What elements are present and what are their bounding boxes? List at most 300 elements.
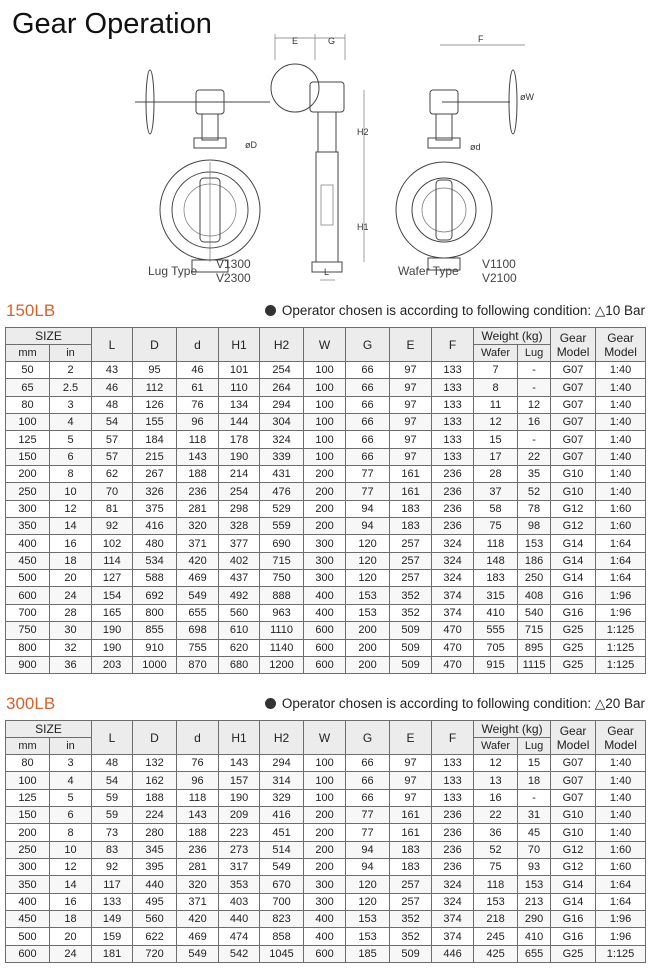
table-cell: 1140 — [260, 639, 304, 656]
table-cell: 437 — [219, 570, 260, 587]
table-cell: 127 — [92, 570, 133, 587]
table-cell: 257 — [390, 535, 432, 552]
table-cell: 345 — [133, 841, 177, 858]
table-cell: 28 — [50, 604, 92, 621]
table-cell: 100 — [304, 789, 346, 806]
table-cell: 324 — [432, 570, 474, 587]
table-cell: 57 — [92, 448, 133, 465]
table-cell: 963 — [260, 604, 304, 621]
table-cell: 190 — [92, 622, 133, 639]
table-cell: G07 — [551, 362, 596, 379]
table-cell: 500 — [6, 928, 50, 945]
table-cell: 12 — [474, 755, 518, 772]
table-row — [6, 807, 646, 824]
table-cell: 183 — [390, 518, 432, 535]
table-row — [6, 483, 646, 500]
section-150lb-condition — [265, 303, 645, 319]
table-cell: 469 — [177, 928, 219, 945]
table-cell: G07 — [551, 755, 596, 772]
table-cell: 100 — [6, 772, 50, 789]
table-cell: 403 — [219, 893, 260, 910]
table-cell: 339 — [260, 448, 304, 465]
table-cell: G07 — [551, 379, 596, 396]
table-cell: 750 — [260, 570, 304, 587]
header-wafer: Wafer — [474, 738, 518, 755]
valve-drawings — [130, 30, 534, 292]
header-l: L — [92, 328, 133, 362]
table-cell: 1045 — [260, 945, 304, 962]
table-cell: G12 — [551, 518, 596, 535]
table-cell: 162 — [133, 772, 177, 789]
table-cell: 298 — [219, 500, 260, 517]
table-cell: G14 — [551, 552, 596, 569]
table-cell: 77 — [346, 807, 390, 824]
table-cell: 153 — [346, 604, 390, 621]
table-cell: 375 — [133, 500, 177, 517]
table-cell: 5 — [50, 789, 92, 806]
table-cell: 37 — [474, 483, 518, 500]
lug-caption: Lug Type — [148, 264, 198, 278]
table-cell: G25 — [551, 622, 596, 639]
table-cell: 236 — [432, 824, 474, 841]
table-cell: 549 — [260, 859, 304, 876]
table-cell: 24 — [50, 945, 92, 962]
table-cell: G07 — [551, 396, 596, 413]
table-row — [6, 414, 646, 431]
table-cell: 14 — [50, 518, 92, 535]
table-cell: 200 — [304, 483, 346, 500]
table-cell: 1:40 — [596, 483, 646, 500]
table-cell: 94 — [346, 500, 390, 517]
table-cell: 224 — [133, 807, 177, 824]
table-cell: 315 — [474, 587, 518, 604]
table-cell: 203 — [92, 656, 133, 673]
table-cell: 1:40 — [596, 362, 646, 379]
table-cell: 161 — [390, 483, 432, 500]
table-cell: 273 — [219, 841, 260, 858]
table-cell: 16 — [50, 535, 92, 552]
table-cell: 236 — [432, 807, 474, 824]
table-cell: 400 — [304, 587, 346, 604]
table-cell: 153 — [346, 911, 390, 928]
table-cell: 250 — [6, 841, 50, 858]
table-cell: 324 — [260, 431, 304, 448]
table-cell: 1:40 — [596, 824, 646, 841]
table-cell: 120 — [346, 552, 390, 569]
table-cell: 48 — [92, 755, 133, 772]
table-cell: 50 — [6, 362, 50, 379]
table-row — [6, 876, 646, 893]
table-cell: 559 — [260, 518, 304, 535]
table-cell: 4 — [50, 772, 92, 789]
wafer-caption: Wafer Type — [398, 264, 459, 278]
table-cell: 97 — [390, 379, 432, 396]
table-cell: 17 — [474, 448, 518, 465]
header-e: E — [390, 721, 432, 755]
header-lug: Lug — [518, 345, 551, 362]
table-cell: 1000 — [133, 656, 177, 673]
page-title: Gear Operation — [12, 8, 212, 40]
table-cell: 352 — [390, 587, 432, 604]
table-cell: G25 — [551, 945, 596, 962]
table-cell: 1:125 — [596, 945, 646, 962]
table-cell: 1:60 — [596, 859, 646, 876]
table-cell: 97 — [390, 789, 432, 806]
table-cell: 400 — [304, 928, 346, 945]
table-cell: 20 — [50, 928, 92, 945]
table-row — [6, 824, 646, 841]
table-cell: 371 — [177, 893, 219, 910]
table-cell: 118 — [474, 876, 518, 893]
table-row — [6, 789, 646, 806]
table-cell: 450 — [6, 911, 50, 928]
table-cell: 410 — [474, 604, 518, 621]
table-cell: 352 — [390, 604, 432, 621]
table-cell: 153 — [518, 876, 551, 893]
table-cell: 11 — [474, 396, 518, 413]
table-cell: 36 — [50, 656, 92, 673]
table-cell: 120 — [346, 535, 390, 552]
table-cell: 150 — [6, 807, 50, 824]
table-cell: 7 — [474, 362, 518, 379]
table-row — [6, 379, 646, 396]
header-f: F — [432, 328, 474, 362]
table-cell: 700 — [6, 604, 50, 621]
table-cell: 134 — [219, 396, 260, 413]
table-cell: 66 — [346, 379, 390, 396]
table-cell: 16 — [50, 893, 92, 910]
table-cell: 32 — [50, 639, 92, 656]
table-cell: 328 — [219, 518, 260, 535]
header-weight: Weight (kg) — [474, 721, 551, 738]
header-gear-model: Gear Model — [551, 328, 596, 362]
table-cell: 159 — [92, 928, 133, 945]
table-cell: 188 — [177, 824, 219, 841]
table-cell: G16 — [551, 604, 596, 621]
table-cell: 353 — [219, 876, 260, 893]
table-cell: 6 — [50, 448, 92, 465]
header-h1: H1 — [219, 328, 260, 362]
table-cell: 317 — [219, 859, 260, 876]
table-cell: 600 — [304, 656, 346, 673]
wafer-type-drawing — [396, 34, 534, 270]
table-cell: 97 — [390, 396, 432, 413]
table-cell: 83 — [92, 841, 133, 858]
table-cell: 52 — [474, 841, 518, 858]
table-cell: 290 — [518, 911, 551, 928]
table-cell: 13 — [474, 772, 518, 789]
table-cell: 114 — [92, 552, 133, 569]
table-150lb — [5, 327, 646, 674]
table-cell: 495 — [133, 893, 177, 910]
table-cell: 12 — [518, 396, 551, 413]
table-cell: 30 — [50, 622, 92, 639]
table-cell: 100 — [304, 448, 346, 465]
table-cell: 555 — [474, 622, 518, 639]
table-cell: 1:96 — [596, 587, 646, 604]
table-cell: 542 — [219, 945, 260, 962]
table-row — [6, 893, 646, 910]
table-cell: 100 — [304, 431, 346, 448]
table-cell: 1:40 — [596, 448, 646, 465]
header-size: SIZE — [6, 328, 92, 345]
header-l: L — [92, 721, 133, 755]
table-cell: 446 — [432, 945, 474, 962]
table-cell: 324 — [432, 893, 474, 910]
table-cell: 800 — [133, 604, 177, 621]
table-cell: 97 — [390, 448, 432, 465]
table-cell: 324 — [432, 552, 474, 569]
table-cell: 1:125 — [596, 656, 646, 673]
table-cell: 314 — [260, 772, 304, 789]
table-cell: G12 — [551, 859, 596, 876]
table-cell: 77 — [346, 466, 390, 483]
table-cell: 450 — [6, 552, 50, 569]
table-cell: 94 — [346, 841, 390, 858]
table-cell: 320 — [177, 876, 219, 893]
table-cell: 12 — [50, 500, 92, 517]
table-cell: 440 — [133, 876, 177, 893]
table-cell: 352 — [390, 911, 432, 928]
table-cell: 236 — [177, 841, 219, 858]
table-cell: 560 — [133, 911, 177, 928]
table-cell: 18 — [50, 911, 92, 928]
lug-model-1: V1300 — [216, 257, 251, 271]
table-cell: G14 — [551, 535, 596, 552]
table-cell: 900 — [6, 656, 50, 673]
table-cell: 300 — [304, 535, 346, 552]
wafer-model-1: V1100 — [482, 257, 516, 271]
table-cell: 420 — [177, 552, 219, 569]
header-f: F — [432, 721, 474, 755]
table-row — [6, 587, 646, 604]
table-cell: G10 — [551, 466, 596, 483]
table-cell: 408 — [518, 587, 551, 604]
table-cell: 200 — [304, 466, 346, 483]
table-row — [6, 911, 646, 928]
table-cell: 76 — [177, 396, 219, 413]
table-cell: 66 — [346, 448, 390, 465]
table-cell: 800 — [6, 639, 50, 656]
table-300lb-wrap — [5, 720, 645, 963]
table-cell: 1:40 — [596, 379, 646, 396]
table-cell: 420 — [177, 911, 219, 928]
table-cell: 213 — [518, 893, 551, 910]
table-row — [6, 755, 646, 772]
table-row — [6, 362, 646, 379]
dim-label-d-small: ød — [470, 142, 481, 152]
table-cell: 440 — [219, 911, 260, 928]
table-150lb-wrap — [5, 327, 645, 674]
table-cell: 324 — [432, 876, 474, 893]
table-cell: 66 — [346, 789, 390, 806]
side-view-drawing — [271, 34, 369, 280]
table-cell: 680 — [219, 656, 260, 673]
table-cell: 10 — [50, 483, 92, 500]
table-cell: 97 — [390, 755, 432, 772]
table-cell: 133 — [432, 414, 474, 431]
table-cell: 209 — [219, 807, 260, 824]
dim-label-f: F — [478, 34, 484, 44]
table-cell: 600 — [6, 945, 50, 962]
table-cell: G25 — [551, 656, 596, 673]
table-cell: 600 — [6, 587, 50, 604]
table-cell: 692 — [133, 587, 177, 604]
table-cell: 133 — [432, 431, 474, 448]
header-w: W — [304, 328, 346, 362]
table-cell: 144 — [219, 414, 260, 431]
table-cell: 62 — [92, 466, 133, 483]
table-cell: 1:96 — [596, 928, 646, 945]
table-cell: 133 — [432, 448, 474, 465]
table-cell: 200 — [304, 859, 346, 876]
table-cell: 560 — [219, 604, 260, 621]
lug-model-2: V2300 — [216, 271, 251, 285]
table-cell: 1115 — [518, 656, 551, 673]
table-cell: 223 — [219, 824, 260, 841]
table-150lb-body — [6, 362, 646, 674]
table-cell: 100 — [6, 414, 50, 431]
table-cell: 352 — [390, 928, 432, 945]
table-cell: 95 — [133, 362, 177, 379]
header-mm: mm — [6, 738, 50, 755]
table-cell: 54 — [92, 772, 133, 789]
table-cell: 236 — [432, 466, 474, 483]
table-cell: 200 — [304, 824, 346, 841]
dim-label-l: L — [324, 267, 330, 277]
table-cell: 133 — [432, 379, 474, 396]
table-cell: 125 — [6, 431, 50, 448]
table-cell: 281 — [177, 859, 219, 876]
table-cell: 70 — [92, 483, 133, 500]
header-d-small: d — [177, 328, 219, 362]
table-cell: 157 — [219, 772, 260, 789]
table-cell: - — [518, 379, 551, 396]
table-cell: 186 — [518, 552, 551, 569]
table-cell: 200 — [6, 824, 50, 841]
table-cell: 12 — [474, 414, 518, 431]
table-cell: 470 — [432, 656, 474, 673]
table-cell: - — [518, 789, 551, 806]
table-cell: 500 — [6, 570, 50, 587]
table-cell: 75 — [474, 859, 518, 876]
table-cell: 549 — [177, 587, 219, 604]
table-cell: G16 — [551, 587, 596, 604]
table-cell: 218 — [474, 911, 518, 928]
table-cell: 1:40 — [596, 396, 646, 413]
table-cell: 715 — [260, 552, 304, 569]
table-cell: 133 — [432, 772, 474, 789]
table-cell: 895 — [518, 639, 551, 656]
table-cell: 94 — [346, 859, 390, 876]
table-cell: 35 — [518, 466, 551, 483]
table-cell: 120 — [346, 876, 390, 893]
table-cell: 185 — [346, 945, 390, 962]
table-cell: 100 — [304, 772, 346, 789]
table-cell: G07 — [551, 431, 596, 448]
table-cell: 102 — [92, 535, 133, 552]
table-cell: 492 — [219, 587, 260, 604]
header-h2: H2 — [260, 328, 304, 362]
table-cell: 915 — [474, 656, 518, 673]
table-cell: G07 — [551, 414, 596, 431]
table-cell: 150 — [6, 448, 50, 465]
table-cell: 374 — [432, 911, 474, 928]
table-cell: 161 — [390, 824, 432, 841]
table-row — [6, 448, 646, 465]
table-cell: 470 — [432, 639, 474, 656]
table-cell: 858 — [260, 928, 304, 945]
table-cell: 529 — [260, 500, 304, 517]
table-cell: 59 — [92, 807, 133, 824]
table-cell: G25 — [551, 639, 596, 656]
table-cell: 300 — [304, 876, 346, 893]
header-mm: mm — [6, 345, 50, 362]
table-cell: 3 — [50, 396, 92, 413]
table-cell: 1:40 — [596, 414, 646, 431]
table-cell: 66 — [346, 772, 390, 789]
table-cell: 161 — [390, 807, 432, 824]
table-row — [6, 859, 646, 876]
table-row — [6, 431, 646, 448]
table-cell: 655 — [518, 945, 551, 962]
table-cell: 57 — [92, 431, 133, 448]
table-cell: 77 — [346, 824, 390, 841]
header-weight: Weight (kg) — [474, 328, 551, 345]
table-cell: 110 — [219, 379, 260, 396]
table-cell: 5 — [50, 431, 92, 448]
table-cell: 117 — [92, 876, 133, 893]
table-cell: 280 — [133, 824, 177, 841]
table-cell: 188 — [133, 789, 177, 806]
table-cell: 600 — [304, 622, 346, 639]
header-d-small: d — [177, 721, 219, 755]
table-cell: 59 — [92, 789, 133, 806]
table-cell: 476 — [260, 483, 304, 500]
table-cell: 300 — [6, 500, 50, 517]
table-cell: 236 — [432, 859, 474, 876]
table-cell: 200 — [346, 656, 390, 673]
table-cell: 133 — [92, 893, 133, 910]
table-cell: 153 — [474, 893, 518, 910]
table-cell: 329 — [260, 789, 304, 806]
table-cell: 154 — [92, 587, 133, 604]
table-cell: 22 — [518, 448, 551, 465]
table-cell: 588 — [133, 570, 177, 587]
table-cell: 2.5 — [50, 379, 92, 396]
table-cell: 61 — [177, 379, 219, 396]
table-cell: 1:60 — [596, 500, 646, 517]
table-cell: 15 — [474, 431, 518, 448]
table-cell: 700 — [260, 893, 304, 910]
table-cell: 371 — [177, 535, 219, 552]
table-cell: 120 — [346, 570, 390, 587]
table-cell: 80 — [6, 755, 50, 772]
table-cell: 81 — [92, 500, 133, 517]
table-cell: 514 — [260, 841, 304, 858]
table-cell: 8 — [474, 379, 518, 396]
table-cell: 133 — [432, 789, 474, 806]
section-300lb-condition — [265, 696, 645, 712]
table-cell: 43 — [92, 362, 133, 379]
table-cell: 52 — [518, 483, 551, 500]
table-cell: 200 — [304, 500, 346, 517]
table-cell: 509 — [390, 945, 432, 962]
header-h2: H2 — [260, 721, 304, 755]
table-cell: 320 — [177, 518, 219, 535]
table-cell: 183 — [390, 841, 432, 858]
table-cell: 1:64 — [596, 893, 646, 910]
